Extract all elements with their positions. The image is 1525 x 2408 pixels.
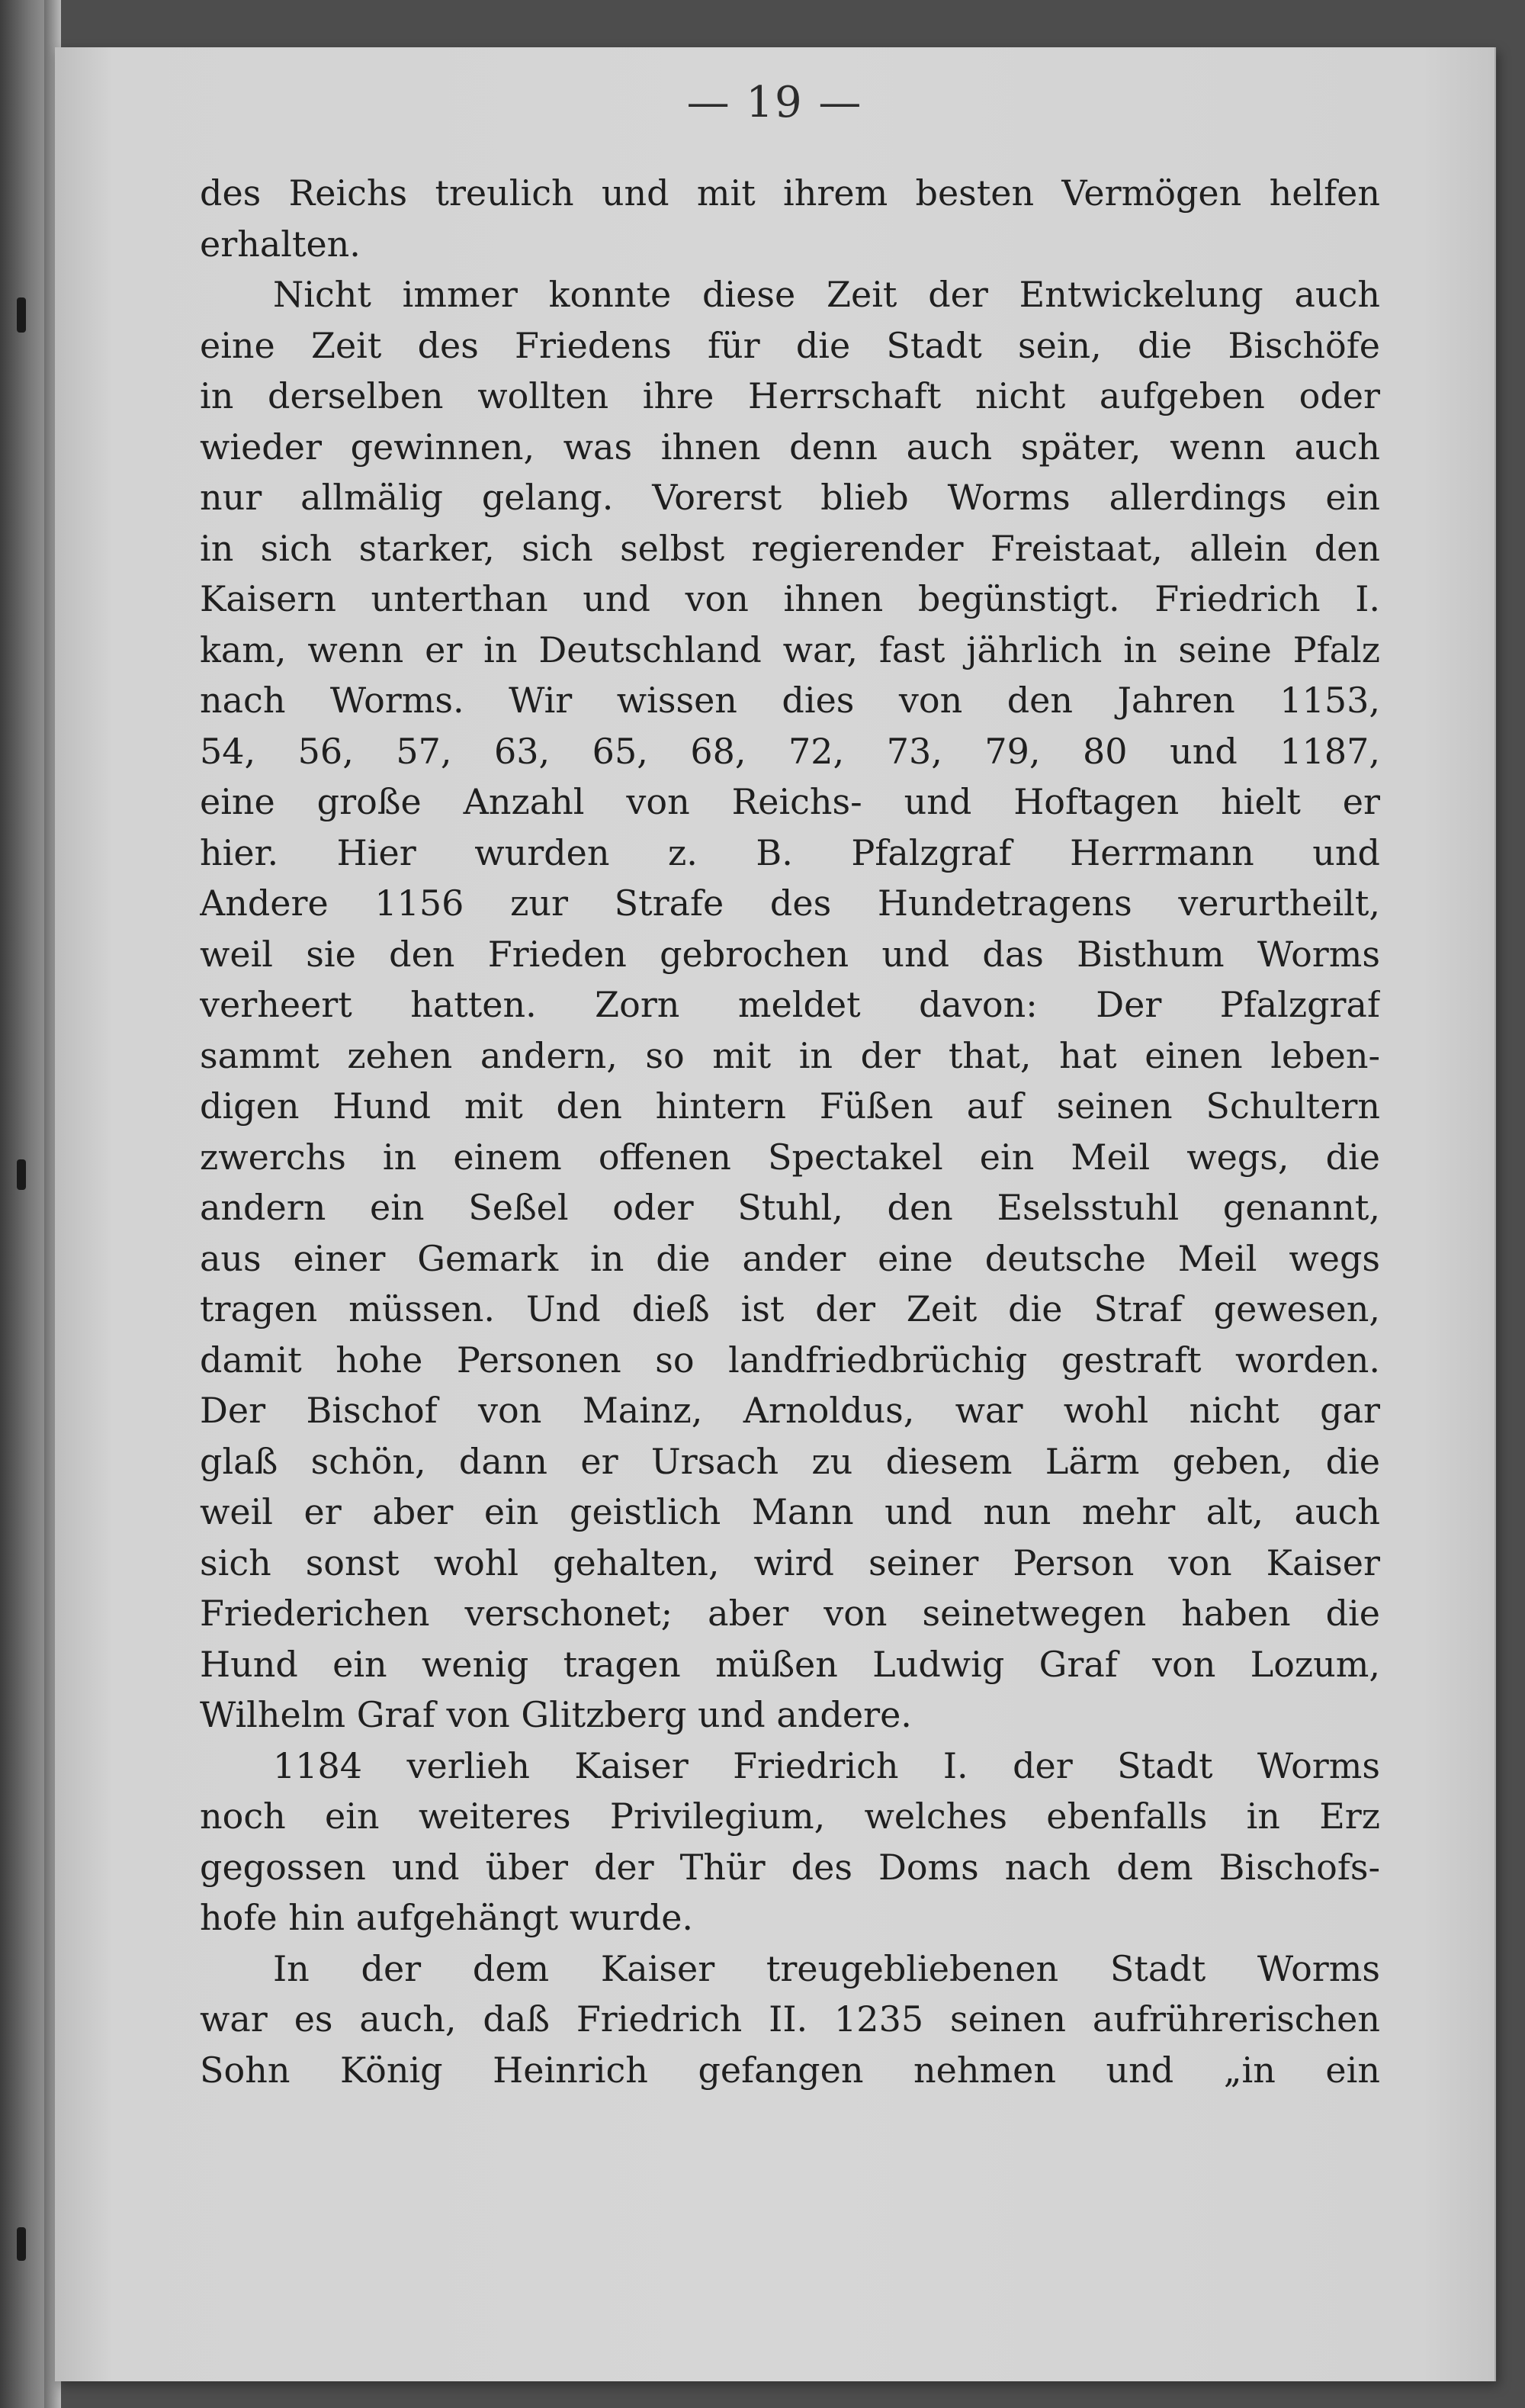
text-line: andern ein Seßel oder Stuhl, den Eselsstuhl genannt, <box>200 1187 1380 1228</box>
text-line: aus einer Gemark in die ander eine deutsche Meil wegs <box>200 1237 1380 1279</box>
text-line: kam, wenn er in Deutschland war, fast jährlich in seine Pfalz <box>200 629 1380 670</box>
binding-mark <box>17 2227 26 2261</box>
text-line: nur allmälig gelang. Vorerst blieb Worms allerdings ein <box>200 477 1380 518</box>
text-line: Hund ein wenig tragen müßen Ludwig Graf von Lozum, <box>200 1643 1380 1685</box>
text-line: tragen müssen. Und dieß ist der Zeit die Straf gewesen, <box>200 1288 1380 1329</box>
text-line: gegossen und über der Thür des Doms nach dem Bischofs- <box>200 1846 1380 1888</box>
text-line: Andere 1156 zur Strafe des Hundetragens verurtheilt, <box>200 883 1380 924</box>
book-page <box>55 47 1496 2381</box>
text-line: erhalten. <box>200 223 361 265</box>
text-line: verheert hatten. Zorn meldet davon: Der Pfalzgraf <box>200 984 1380 1025</box>
page-number: — 19 — <box>686 78 863 127</box>
text-line: Sohn König Heinrich gefangen nehmen und „in ein <box>200 2049 1380 2091</box>
text-line: 1184 verlieh Kaiser Friedrich I. der Stadt Worms <box>273 1744 1380 1786</box>
text-line: damit hohe Personen so landfriedbrüchig gestraft worden. <box>200 1339 1380 1381</box>
text-line: weil sie den Frieden gebrochen und das Bisthum Worms <box>200 933 1380 975</box>
text-line: Nicht immer konnte diese Zeit der Entwickelung auch <box>273 274 1380 315</box>
text-line: in derselben wollten ihre Herrschaft nicht aufgeben oder <box>200 375 1380 416</box>
text-line: noch ein weiteres Privilegium, welches ebenfalls in Erz <box>200 1796 1380 1837</box>
text-line: war es auch, daß Friedrich II. 1235 seinen aufrührerischen <box>200 1998 1380 2040</box>
text-line: Der Bischof von Mainz, Arnoldus, war wohl nicht gar <box>200 1390 1380 1431</box>
text-line: wieder gewinnen, was ihnen denn auch später, wenn auch <box>200 426 1380 468</box>
text-line: eine Zeit des Friedens für die Stadt sein, die Bischöfe <box>200 324 1380 366</box>
text-line: hier. Hier wurden z. B. Pfalzgraf Herrmann und <box>200 831 1380 873</box>
text-line: sich sonst wohl gehalten, wird seiner Person von Kaiser <box>200 1542 1380 1583</box>
text-line: Friederichen verschonet; aber von seinetwegen haben die <box>200 1593 1380 1634</box>
text-line: Kaisern unterthan und von ihnen begünstigt. Friedrich I. <box>200 578 1380 619</box>
text-line: des Reichs treulich und mit ihrem besten Vermögen helfen <box>200 172 1380 214</box>
text-line: Wilhelm Graf von Glitzberg und andere. <box>200 1694 912 1735</box>
facing-page-edge <box>0 0 44 2408</box>
text-line: 54, 56, 57, 63, 65, 68, 72, 73, 79, 80 und 1187, <box>200 730 1380 772</box>
text-line: nach Worms. Wir wissen dies von den Jahren 1153, <box>200 680 1380 721</box>
text-line: in sich starker, sich selbst regierender Freistaat, allein den <box>200 527 1380 569</box>
text-line: hofe hin aufgehängt wurde. <box>200 1897 694 1938</box>
text-line: sammt zehen andern, so mit in der that, hat einen leben- <box>200 1034 1380 1076</box>
binding-mark <box>17 1159 26 1190</box>
text-line: glaß schön, dann er Ursach zu diesem Lärm geben, die <box>200 1440 1380 1482</box>
text-line: digen Hund mit den hintern Füßen auf seinen Schultern <box>200 1085 1380 1127</box>
text-line: weil er aber ein geistlich Mann und nun mehr alt, auch <box>200 1491 1380 1532</box>
body-text <box>200 168 1380 2095</box>
text-line: In der dem Kaiser treugebliebenen Stadt Worms <box>273 1947 1380 1989</box>
binding-mark <box>17 297 26 333</box>
text-line: eine große Anzahl von Reichs- und Hoftagen hielt er <box>200 781 1380 822</box>
text-line: zwerchs in einem offenen Spectakel ein Meil wegs, die <box>200 1136 1380 1178</box>
